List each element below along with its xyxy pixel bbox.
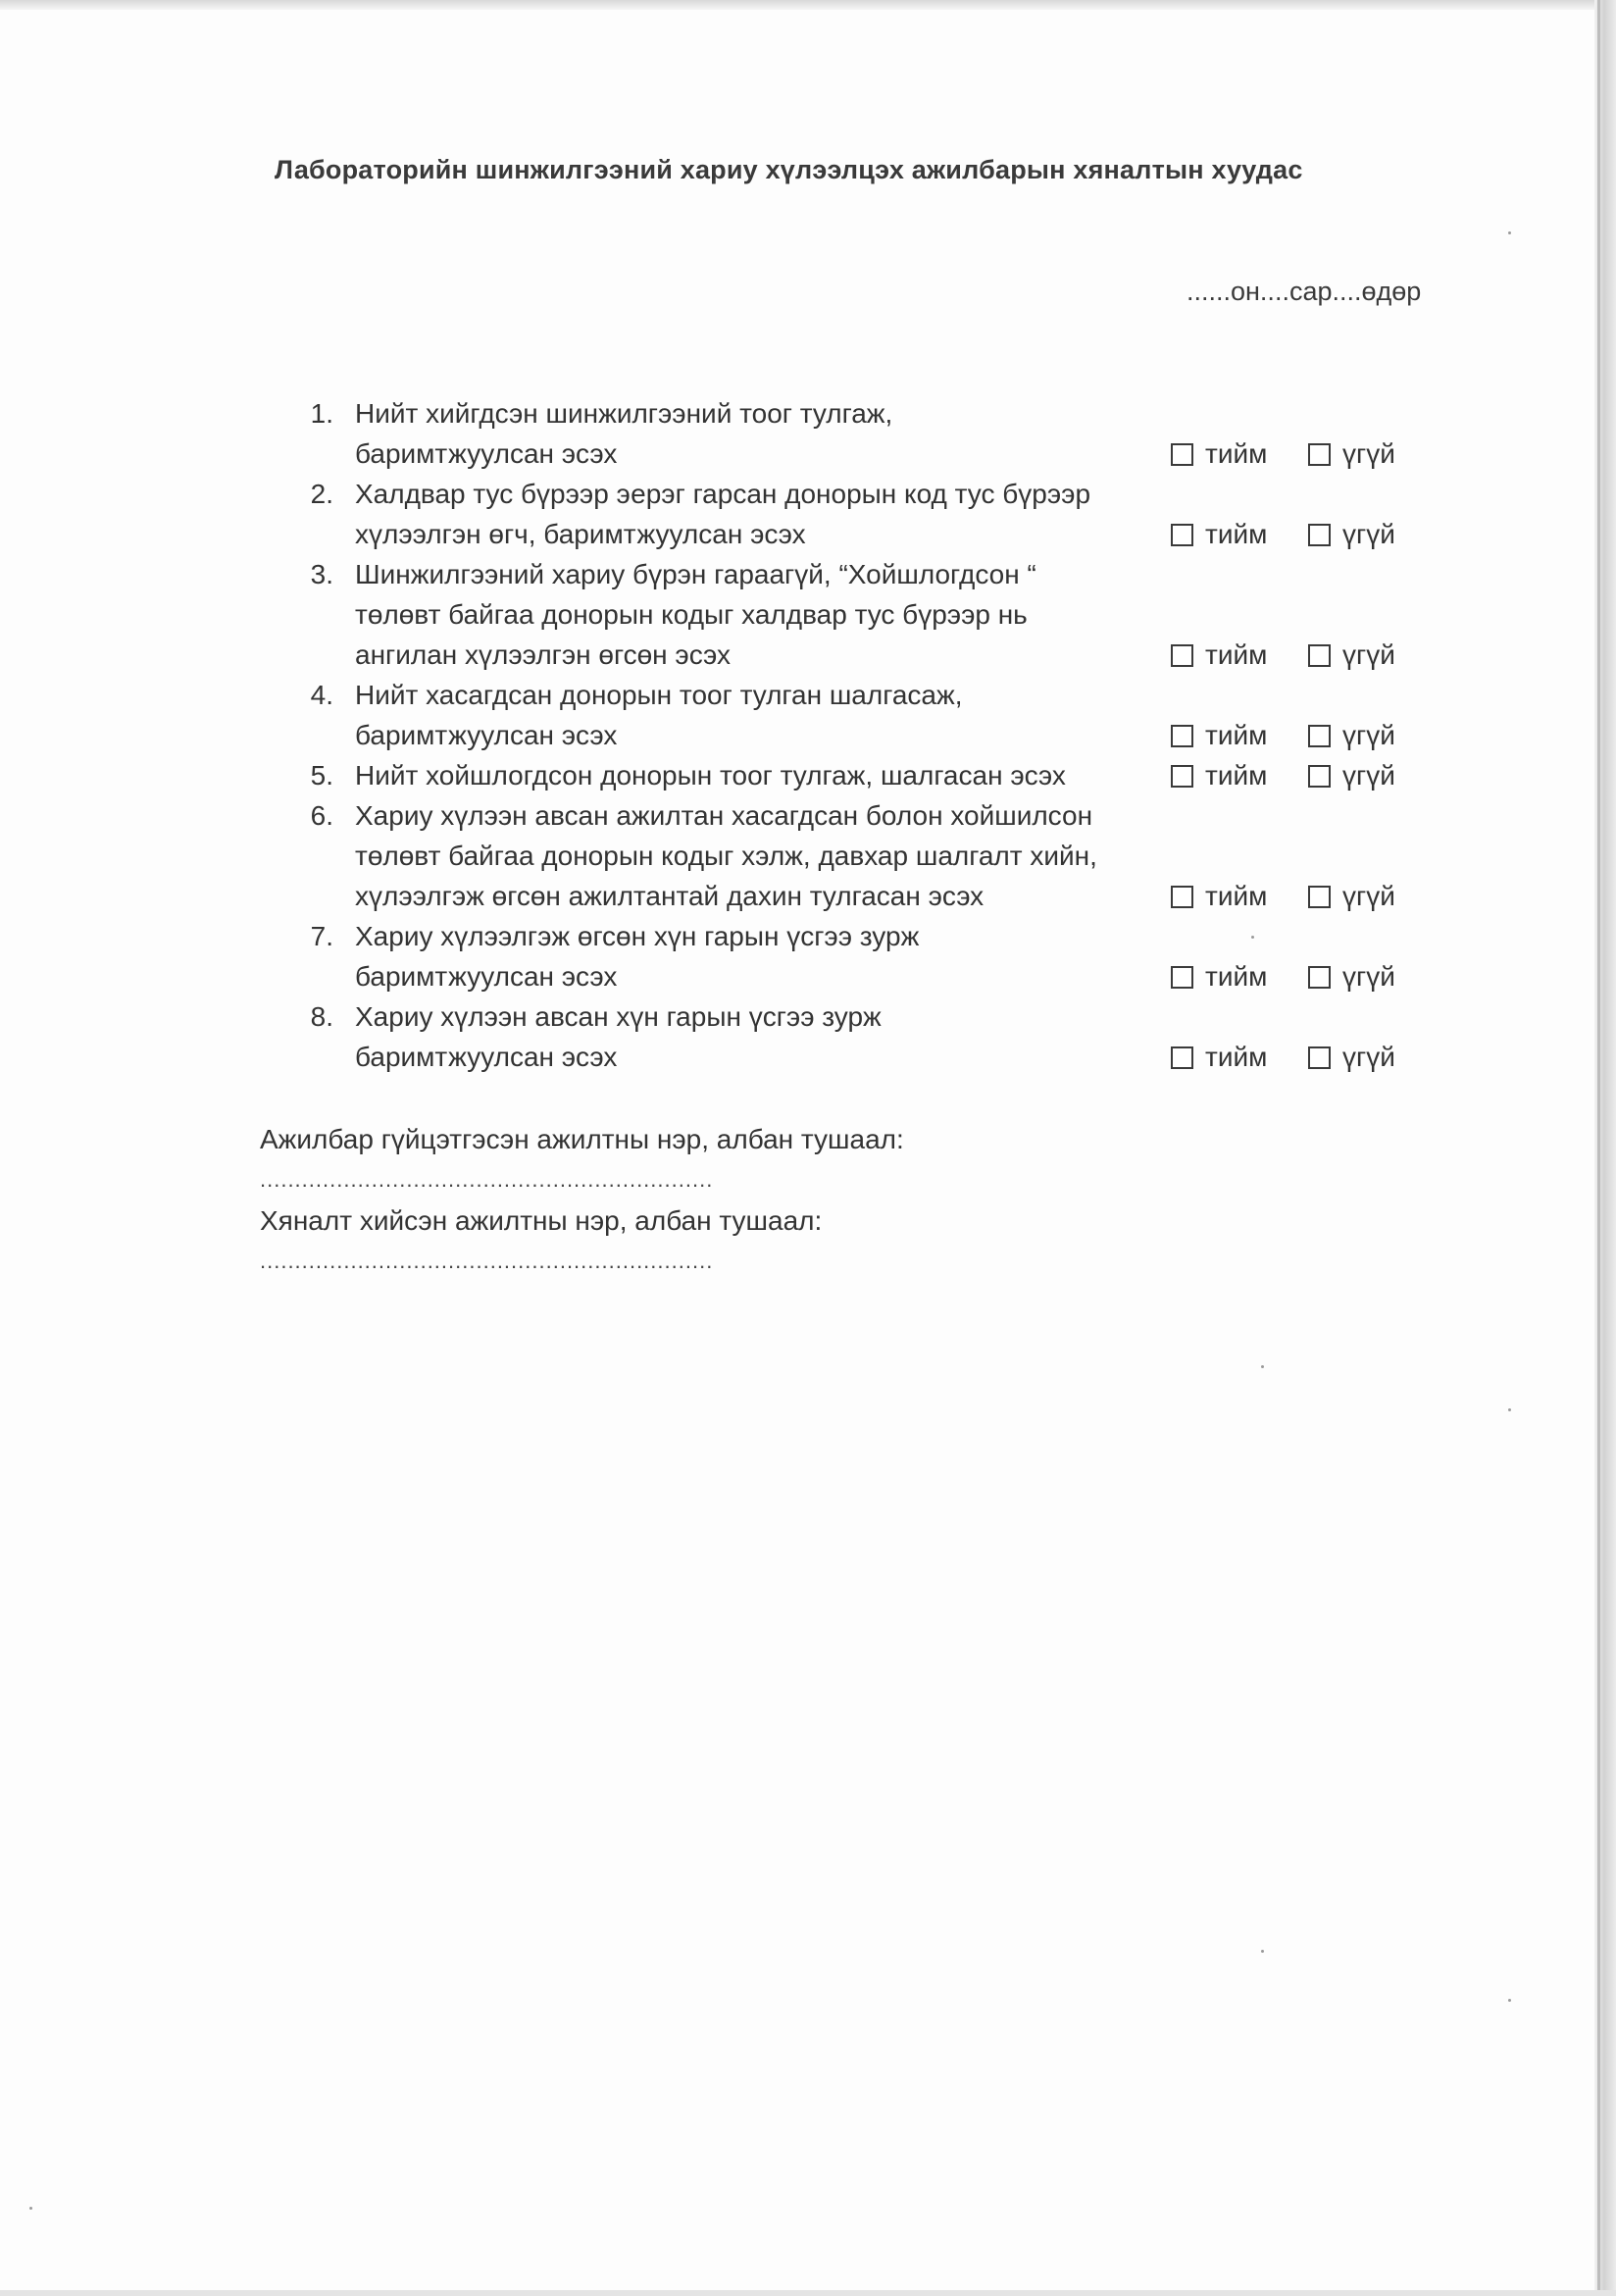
no-label: үгүй bbox=[1342, 639, 1395, 670]
date-line: ......он....сар....өдөр bbox=[1187, 277, 1422, 306]
item-text-line: Нийт хийгдсэн шинжилгээний тоог тулгаж, bbox=[355, 398, 893, 429]
yes-label: тийм bbox=[1205, 519, 1268, 549]
checkbox-no[interactable] bbox=[1308, 765, 1331, 788]
checkbox-yes[interactable] bbox=[1171, 765, 1193, 788]
scan-speck bbox=[1508, 231, 1511, 234]
scan-speck bbox=[1261, 1950, 1264, 1953]
checkbox-no[interactable] bbox=[1308, 644, 1331, 667]
scan-speck bbox=[29, 2207, 32, 2210]
controller-label: Хяналт хийсэн ажилтны нэр, албан тушаал: bbox=[260, 1205, 823, 1236]
item-text-line: Хариу хүлээн авсан хүн гарын үсгээ зурж bbox=[355, 1001, 882, 1032]
scan-edge-top bbox=[0, 0, 1616, 10]
item-number: 1. bbox=[310, 398, 333, 429]
no-label: үгүй bbox=[1342, 760, 1395, 791]
item-8-yes-option[interactable] bbox=[1171, 1043, 1267, 1072]
controller-signature-line[interactable]: ................................................................. bbox=[260, 1249, 714, 1273]
document-title: Лабораторийн шинжилгээний хариу хүлээлцэх ажилбарын хяналтын хуудас bbox=[275, 155, 1303, 184]
item-1-yes-option[interactable] bbox=[1171, 439, 1267, 469]
item-2-yes-option[interactable] bbox=[1171, 520, 1267, 549]
yes-label: тийм bbox=[1205, 881, 1268, 911]
item-text-line: хүлээлгэн өгч, баримтжуулсан эсэх bbox=[355, 519, 806, 549]
item-8-no-option[interactable] bbox=[1308, 1043, 1395, 1072]
item-6-no-option[interactable] bbox=[1308, 882, 1395, 911]
item-text-line: баримтжуулсан эсэх bbox=[355, 1042, 618, 1072]
checkbox-yes[interactable] bbox=[1171, 644, 1193, 667]
item-4-yes-option[interactable] bbox=[1171, 721, 1267, 750]
checkbox-no[interactable] bbox=[1308, 524, 1331, 546]
checkbox-yes[interactable] bbox=[1171, 725, 1193, 747]
item-number: 3. bbox=[310, 559, 333, 589]
scan-speck bbox=[1508, 1999, 1511, 2002]
item-5-no-option[interactable] bbox=[1308, 761, 1395, 791]
checkbox-yes[interactable] bbox=[1171, 966, 1193, 989]
yes-label: тийм bbox=[1205, 720, 1268, 750]
item-number: 5. bbox=[310, 760, 333, 791]
item-text-line: Хариу хүлээн авсан ажилтан хасагдсан болон хойшилсон bbox=[355, 800, 1093, 831]
yes-label: тийм bbox=[1205, 961, 1268, 992]
scan-edge-bottom bbox=[0, 2290, 1616, 2296]
item-text-line: хүлээлгэж өгсөн ажилтантай дахин тулгасан эсэх bbox=[355, 881, 985, 911]
item-3-no-option[interactable] bbox=[1308, 640, 1395, 670]
performer-label: Ажилбар гүйцэтгэсэн ажилтны нэр, албан тушаал: bbox=[260, 1124, 904, 1154]
item-text-line: Хариу хүлээлгэж өгсөн хүн гарын үсгээ зурж bbox=[355, 921, 920, 951]
no-label: үгүй bbox=[1342, 881, 1395, 911]
yes-label: тийм bbox=[1205, 760, 1268, 791]
scan-edge-right-line bbox=[1597, 0, 1600, 2296]
item-7-yes-option[interactable] bbox=[1171, 962, 1267, 992]
item-text-line: төлөвт байгаа донорын кодыг хэлж, давхар шалгалт хийн, bbox=[355, 841, 1097, 871]
checkbox-no[interactable] bbox=[1308, 886, 1331, 908]
checkbox-no[interactable] bbox=[1308, 443, 1331, 466]
item-text-line: баримтжуулсан эсэх bbox=[355, 720, 618, 750]
no-label: үгүй bbox=[1342, 519, 1395, 549]
item-number: 7. bbox=[310, 921, 333, 951]
no-label: үгүй bbox=[1342, 1042, 1395, 1072]
item-4-no-option[interactable] bbox=[1308, 721, 1395, 750]
scan-speck bbox=[1508, 1408, 1511, 1411]
checkbox-yes[interactable] bbox=[1171, 886, 1193, 908]
item-text-line: ангилан хүлээлгэн өгсөн эсэх bbox=[355, 639, 731, 670]
no-label: үгүй bbox=[1342, 438, 1395, 469]
item-number: 4. bbox=[310, 680, 333, 710]
item-6-yes-option[interactable] bbox=[1171, 882, 1267, 911]
item-number: 8. bbox=[310, 1001, 333, 1032]
checkbox-yes[interactable] bbox=[1171, 1046, 1193, 1069]
item-text-line: Нийт хасагдсан донорын тоог тулган шалгасаж, bbox=[355, 680, 963, 710]
item-text-line: Нийт хойшлогдсон донорын тоог тулгаж, шалгасан эсэх bbox=[355, 760, 1066, 791]
checkbox-yes[interactable] bbox=[1171, 443, 1193, 466]
item-2-no-option[interactable] bbox=[1308, 520, 1395, 549]
item-text-line: баримтжуулсан эсэх bbox=[355, 438, 618, 469]
checkbox-no[interactable] bbox=[1308, 1046, 1331, 1069]
checkbox-yes[interactable] bbox=[1171, 524, 1193, 546]
item-number: 6. bbox=[310, 800, 333, 831]
yes-label: тийм bbox=[1205, 438, 1268, 469]
scan-speck bbox=[1261, 1365, 1264, 1368]
item-text-line: баримтжуулсан эсэх bbox=[355, 961, 618, 992]
yes-label: тийм bbox=[1205, 1042, 1268, 1072]
item-text-line: төлөвт байгаа донорын кодыг халдвар тус бүрээр нь bbox=[355, 599, 1028, 630]
item-1-no-option[interactable] bbox=[1308, 439, 1395, 469]
item-7-no-option[interactable] bbox=[1308, 962, 1395, 992]
checkbox-no[interactable] bbox=[1308, 966, 1331, 989]
item-3-yes-option[interactable] bbox=[1171, 640, 1267, 670]
performer-signature-line[interactable]: ................................................................. bbox=[260, 1167, 714, 1192]
yes-label: тийм bbox=[1205, 639, 1268, 670]
scan-speck bbox=[1251, 936, 1254, 939]
item-5-yes-option[interactable] bbox=[1171, 761, 1267, 791]
item-text-line: Шинжилгээний хариу бүрэн гараагүй, “Хойшлогдсон “ bbox=[355, 559, 1036, 589]
item-number: 2. bbox=[310, 479, 333, 509]
no-label: үгүй bbox=[1342, 961, 1395, 992]
checkbox-no[interactable] bbox=[1308, 725, 1331, 747]
no-label: үгүй bbox=[1342, 720, 1395, 750]
item-text-line: Халдвар тус бүрээр эерэг гарсан донорын код тус бүрээр bbox=[355, 479, 1091, 509]
